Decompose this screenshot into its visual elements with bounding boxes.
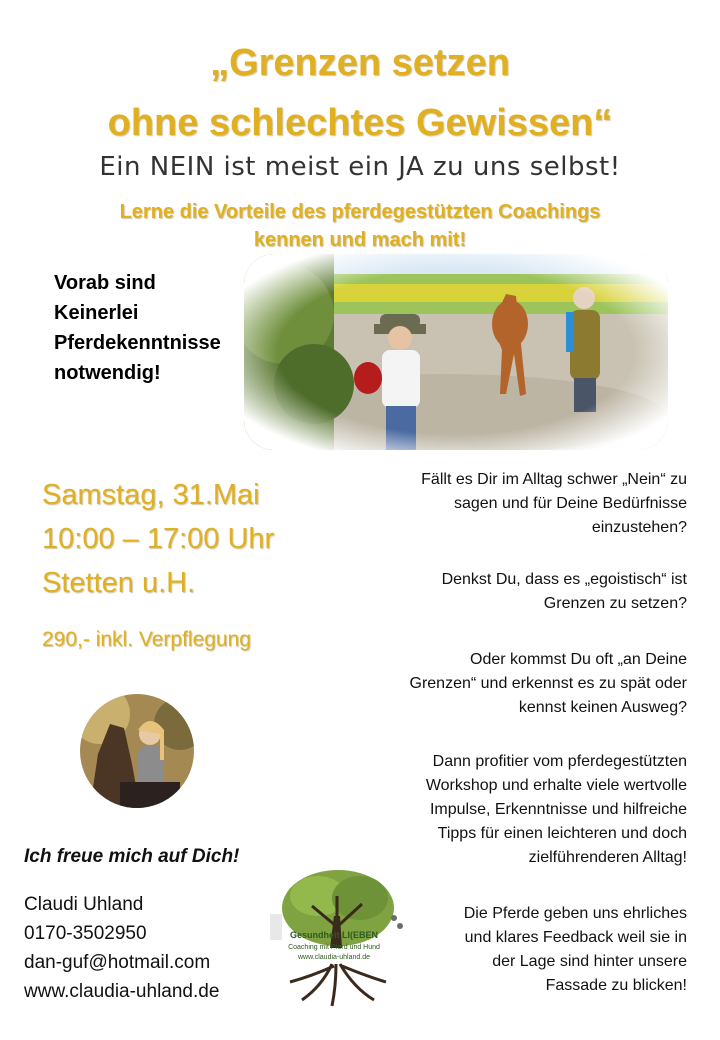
subtitle: Ein NEIN ist meist ein JA zu uns selbst! bbox=[99, 152, 621, 182]
text-line: einzustehen? bbox=[591, 519, 687, 536]
contact-email[interactable]: dan-guf@hotmail.com bbox=[24, 952, 211, 973]
event-location: Stetten u.H. bbox=[42, 567, 196, 599]
text-line: Grenzen“ und erkennst es zu spät oder bbox=[409, 675, 687, 692]
text-line: sagen und für Deine Bedürfnisse bbox=[453, 495, 687, 512]
text-line: Fassade zu blicken! bbox=[545, 977, 687, 994]
title-line-2: ohne schlechtes Gewissen“ bbox=[107, 102, 613, 144]
text-line: Grenzen zu setzen? bbox=[543, 595, 687, 612]
text-line: Fällt es Dir im Alltag schwer „Nein“ zu bbox=[421, 471, 687, 488]
text-line: Oder kommst Du oft „an Deine bbox=[470, 651, 687, 668]
contact-phone[interactable]: 0170-3502950 bbox=[24, 923, 147, 944]
text-line: Impulse, Erkenntnisse und hilfreiche bbox=[429, 801, 687, 818]
invite-line-1: Lerne die Vorteile des pferdegestützten Coachings bbox=[119, 201, 601, 223]
question-block bbox=[345, 468, 687, 540]
contact-name: Claudi Uhland bbox=[24, 894, 144, 915]
coaching-photo-illustration bbox=[244, 254, 668, 450]
coaching-photo bbox=[244, 254, 668, 450]
logo-line-2: Coaching mit Pferd und Hund bbox=[288, 944, 380, 951]
offer-block bbox=[345, 750, 687, 870]
text-line: Dann profitier vom pferdegestützten bbox=[432, 753, 687, 770]
prerequisite-note bbox=[54, 268, 254, 388]
contact-website[interactable]: www.claudia-uhland.de bbox=[24, 981, 220, 1002]
prerequisite-line: Pferdekenntnisse bbox=[54, 332, 221, 354]
contact-block bbox=[24, 890, 219, 1006]
prerequisite-line: Vorab sind bbox=[54, 272, 156, 294]
prerequisite-line: Keinerlei bbox=[54, 302, 139, 324]
event-price: 290,- inkl. Verpflegung bbox=[42, 628, 251, 651]
text-line: zielführenderen Alltag! bbox=[528, 849, 687, 866]
question-block bbox=[345, 648, 687, 720]
portrait-illustration bbox=[80, 694, 194, 808]
portrait-photo bbox=[80, 694, 194, 808]
invite-text bbox=[0, 198, 720, 254]
prerequisite-line: notwendig! bbox=[54, 362, 161, 384]
text-line: kennst keinen Ausweg? bbox=[518, 699, 687, 716]
brand-logo bbox=[262, 866, 406, 1012]
invite-line-2: kennen und mach mit! bbox=[253, 229, 467, 251]
event-date: Samstag, 31.Mai bbox=[42, 479, 260, 511]
text-line: Denkst Du, dass es „egoistisch“ ist bbox=[441, 571, 687, 588]
question-block bbox=[345, 568, 687, 616]
logo-line-1: Gesundheit LI(EBEN bbox=[289, 930, 379, 940]
text-line: Tipps für einen leichteren und doch bbox=[437, 825, 687, 842]
logo-line-3: www.claudia-uhland.de bbox=[298, 954, 370, 961]
tree-logo-icon bbox=[262, 866, 406, 1012]
text-line: Workshop und erhalte viele wertvolle bbox=[425, 777, 687, 794]
event-time: 10:00 – 17:00 Uhr bbox=[42, 523, 275, 555]
text-line: der Lage sind hinter unsere bbox=[492, 953, 687, 970]
text-line: Die Pferde geben uns ehrliches bbox=[463, 905, 687, 922]
title-line-1: „Grenzen setzen bbox=[210, 42, 510, 84]
greeting: Ich freue mich auf Dich! bbox=[24, 846, 240, 867]
text-line: und klares Feedback weil sie in bbox=[464, 929, 687, 946]
